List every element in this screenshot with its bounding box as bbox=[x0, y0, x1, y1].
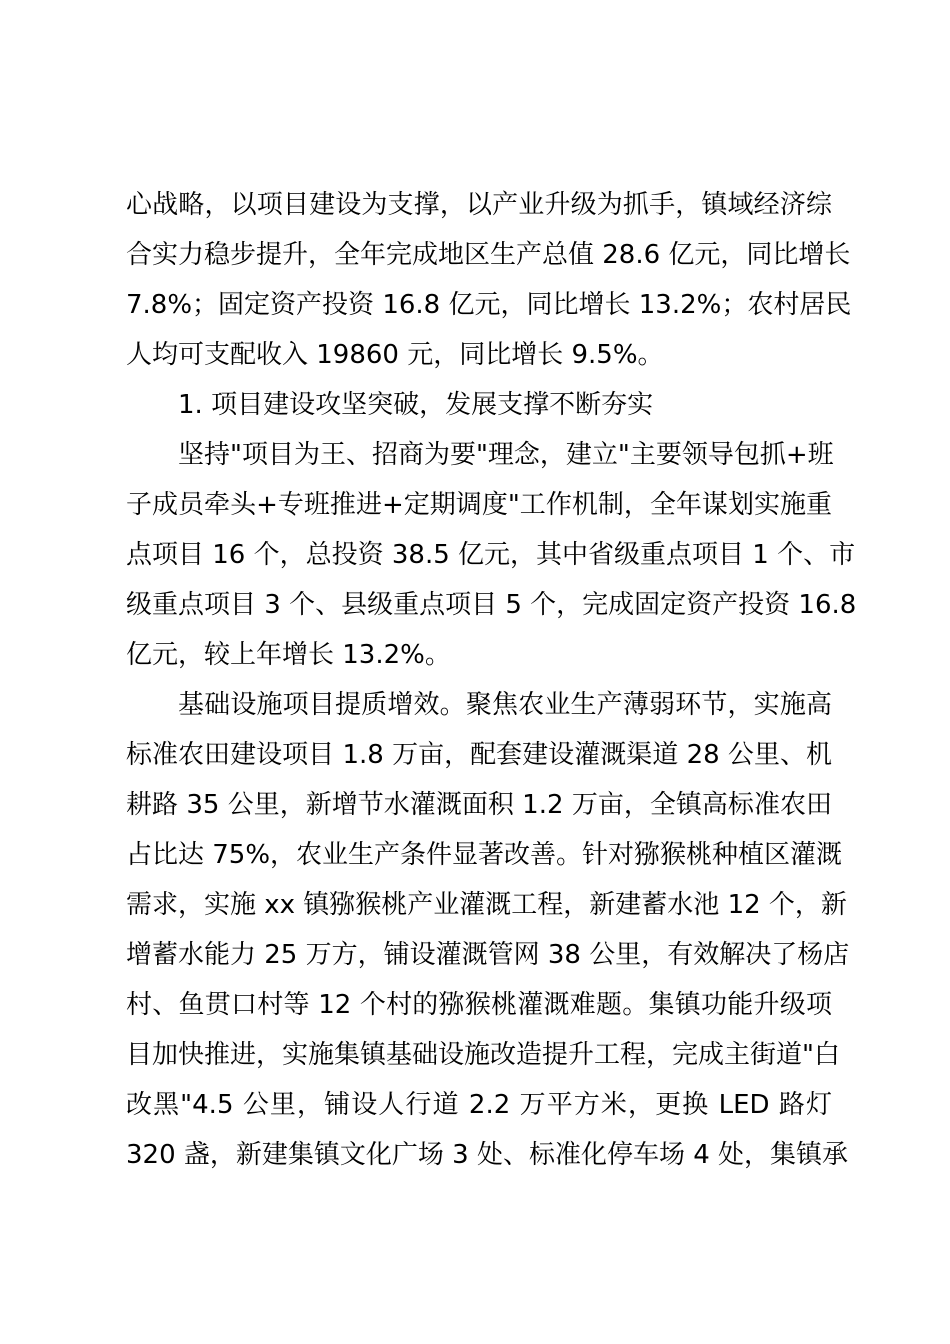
text-line: 7.8%；固定资产投资 16.8 亿元，同比增长 13.2%；农村居民 bbox=[126, 290, 852, 320]
text-line: 亿元，较上年增长 13.2%。 bbox=[126, 640, 451, 670]
text-line: 合实力稳步提升，全年完成地区生产总值 28.6 亿元，同比增长 bbox=[126, 240, 851, 270]
text-line: 点项目 16 个，总投资 38.5 亿元，其中省级重点项目 1 个、市 bbox=[126, 540, 856, 570]
text-line: 耕路 35 公里，新增节水灌溉面积 1.2 万亩，全镇高标准农田 bbox=[126, 790, 832, 820]
paragraph-intro-continuation bbox=[126, 186, 852, 386]
text-line: 需求，实施 xx 镇猕猴桃产业灌溉工程，新建蓄水池 12 个，新 bbox=[126, 890, 847, 920]
document-page bbox=[126, 186, 857, 1186]
paragraph-project-mechanism bbox=[126, 436, 857, 686]
section-heading bbox=[126, 386, 832, 436]
text-line: 改黑"4.5 公里，铺设人行道 2.2 万平方米，更换 LED 路灯 bbox=[126, 1090, 832, 1120]
heading-text: 1. 项目建设攻坚突破，发展支撑不断夯实 bbox=[178, 390, 654, 420]
text-line: 子成员牵头+专班推进+定期调度"工作机制，全年谋划实施重 bbox=[126, 490, 832, 520]
text-line: 人均可支配收入 19860 元，同比增长 9.5%。 bbox=[126, 340, 664, 370]
text-line: 占比达 75%，农业生产条件显著改善。针对猕猴桃种植区灌溉 bbox=[126, 840, 843, 870]
text-line: 级重点项目 3 个、县级重点项目 5 个，完成固定资产投资 16.8 bbox=[126, 590, 857, 620]
text-line: 基础设施项目提质增效。聚焦农业生产薄弱环节，实施高 bbox=[178, 690, 832, 720]
text-line: 心战略，以项目建设为支撑，以产业升级为抓手，镇域经济综 bbox=[126, 190, 832, 220]
text-line: 坚持"项目为王、招商为要"理念，建立"主要领导包抓+班 bbox=[178, 440, 834, 470]
text-line: 标准农田建设项目 1.8 万亩，配套建设灌溉渠道 28 公里、机 bbox=[126, 740, 832, 770]
text-line: 村、鱼贯口村等 12 个村的猕猴桃灌溉难题。集镇功能升级项 bbox=[126, 990, 832, 1020]
paragraph-infrastructure bbox=[126, 686, 850, 1186]
text-line: 增蓄水能力 25 万方，铺设灌溉管网 38 公里，有效解决了杨店 bbox=[126, 940, 850, 970]
text-line: 320 盏，新建集镇文化广场 3 处、标准化停车场 4 处，集镇承 bbox=[126, 1140, 849, 1170]
text-line: 目加快推进，实施集镇基础设施改造提升工程，完成主街道"白 bbox=[126, 1040, 840, 1070]
